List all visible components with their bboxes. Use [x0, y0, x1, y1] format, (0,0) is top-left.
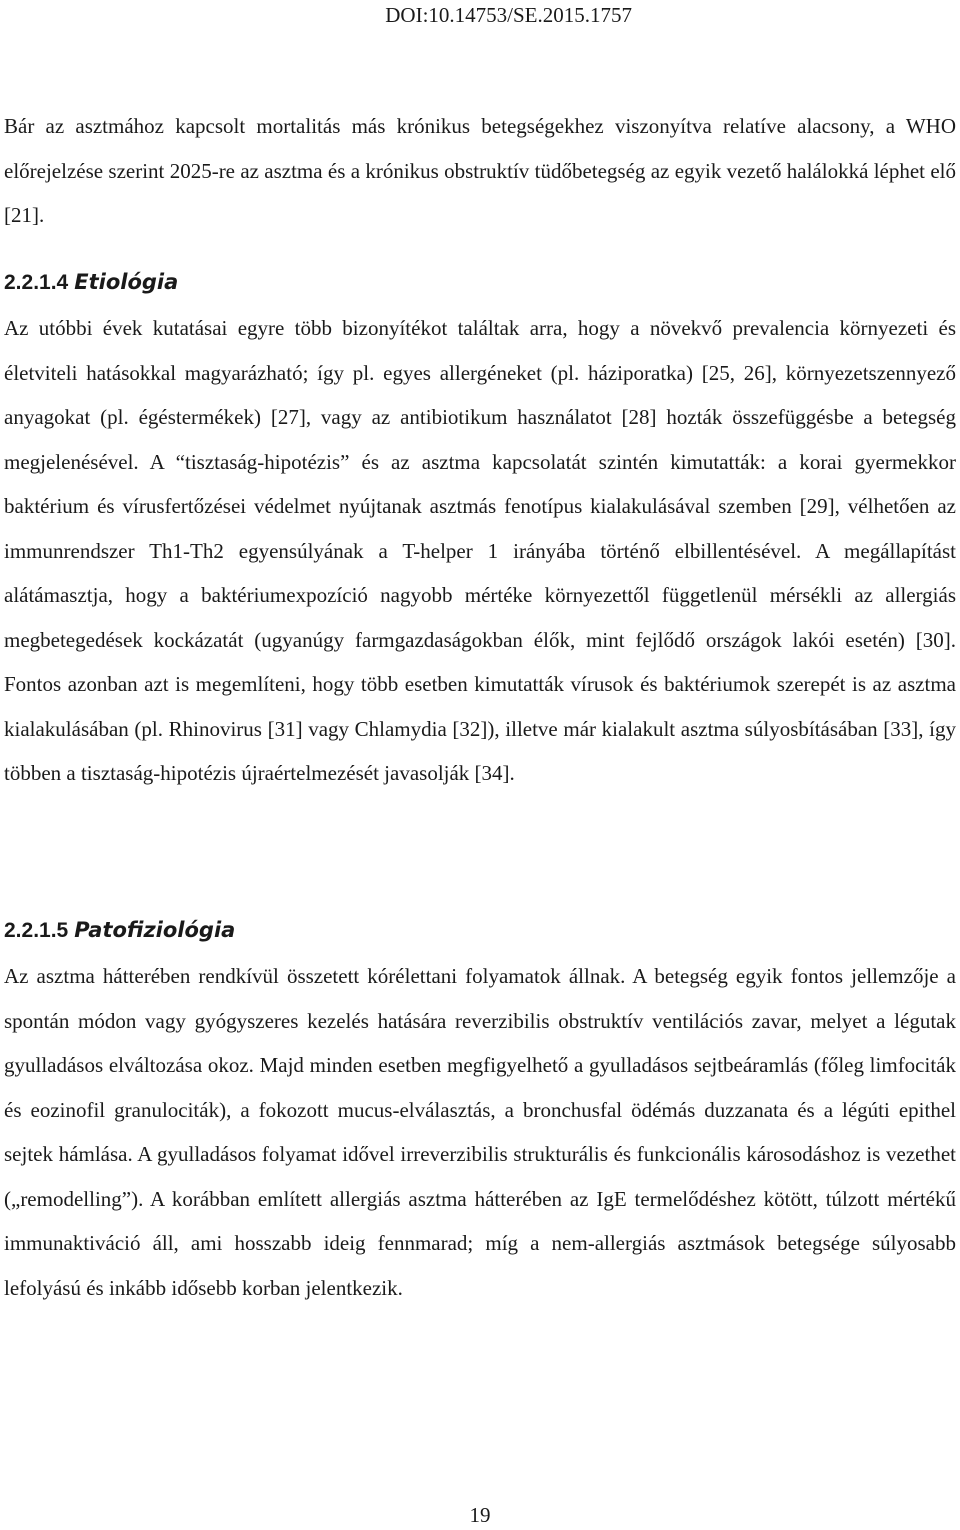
paragraph-etiology: Az utóbbi évek kutatásai egyre több bizonyítékot találtak arra, hogy a növekvő prevalencia környezeti és életviteli hatásokkal magyarázható; így pl. egyes allergéneket (pl. háziporatka) [25, 26], környezetszennyező anyagokat (pl. égéstermékek) [27], vagy az antibiotikum használatot [28] hozták összefüggésbe a betegség megjelenésével. A “tisztaság-hipotézis” és az asztma kapcsolatát szintén kimutatták: a korai gyermekkor baktérium és vírusfertőzései védelmet nyújtanak asztmás fenotípus kialakulásával szemben [29], vélhetően az immunrendszer Th1-Th2 egyensúlyának a T-helper 1 irányába történő elbillentésével. A megállapítást alátámasztja, hogy a baktériumexpozíció nagyobb mértéke környezettől függetlenül mérsékli az allergiás megbetegedések kockázatát (ugyanúgy farmgazdaságokban élők, mint fejlődő országok lakói esetén) [30]. Fontos azonban azt is megemlíteni, hogy több esetben kimutatták vírusok és baktériumok szerepét is az asztma kialakulásában (pl. Rhinovirus [31] vagy Chlamydia [32]), illetve már kialakult asztma súlyosbításában [33], így többen a tisztaság-hipotézis újraértelmezését javasolják [34]. [4, 316, 956, 785]
section-number: 2.2.1.5 [4, 919, 69, 942]
doi-header: DOI:10.14753/SE.2015.1757 [385, 3, 632, 27]
section-title: Patofiziológia [74, 918, 236, 942]
section-heading-pathophysiology [4, 915, 235, 946]
section-heading-etiology [4, 267, 178, 298]
section-title: Etiológia [74, 270, 179, 294]
page-number: 19 [469, 1503, 491, 1527]
section-number: 2.2.1.4 [4, 271, 69, 294]
paragraph-pathophysiology: Az asztma hátterében rendkívül összetett kórélettani folyamatok állnak. A betegség egyik fontos jellemzője a spontán módon vagy gyógyszeres kezelés hatására reverzibilis obstruktív ventilációs zavar, melyet a légutak gyulladásos elváltozása okoz. Majd minden esetben megfigyelhető a gyulladásos sejtbeáramlás (főleg limfociták és eozinofil granulociták), a fokozott mucus-elválasztás, a bronchusfal ödémás duzzanata és a légúti epithel sejtek hámlása. A gyulladásos folyamat idővel irreverzibilis strukturális és funkcionális károsodáshoz is vezethet („remodelling”). A korábban említett allergiás asztma hátterében az IgE termelődéshez kötött, túlzott mértékű immunaktiváció áll, ami hosszabb ideig fennmarad; míg a nem-allergiás asztmások betegsége súlyosabb lefolyású és inkább idősebb korban jelentkezik. [4, 964, 956, 1300]
paragraph-mortality: Bár az asztmához kapcsolt mortalitás más krónikus betegségekhez viszonyítva relatíve alacsony, a WHO előrejelzése szerint 2025-re az asztma és a krónikus obstruktív tüdőbetegség az egyik vezető halálokká léphet elő [21]. [4, 114, 956, 227]
